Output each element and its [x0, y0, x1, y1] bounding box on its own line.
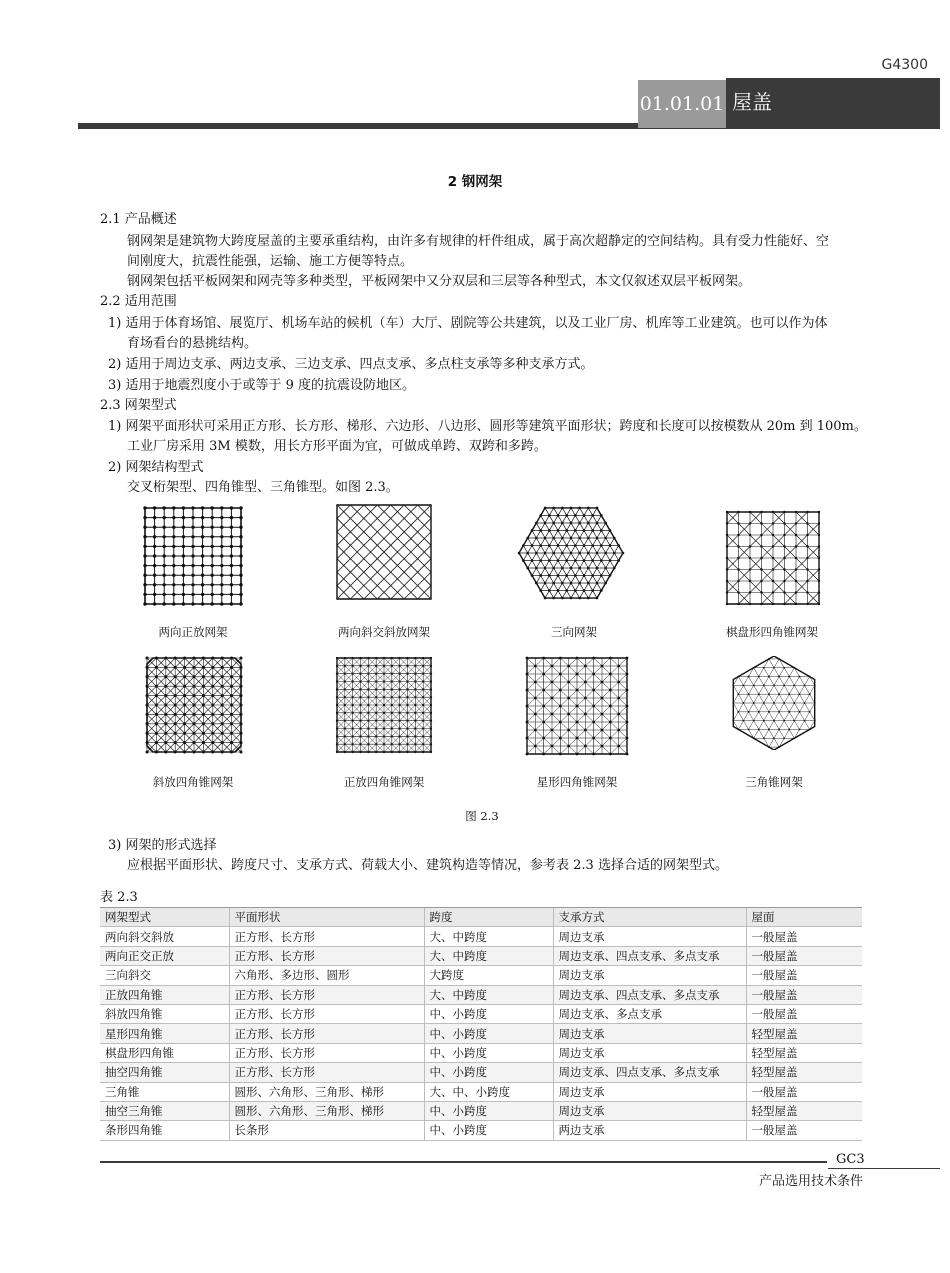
table-row	[100, 1063, 862, 1082]
table-row	[100, 966, 862, 985]
table-cell: 正放四角锥	[100, 985, 229, 1004]
table-cell: 一般屋盖	[746, 1004, 862, 1023]
table-cell: 周边支承、四点支承、多点支承	[553, 1063, 746, 1082]
table-cell: 正方形、长方形	[229, 1043, 424, 1062]
figure-caption: 三向网架	[551, 625, 597, 639]
table-cell: 周边支承	[553, 1101, 746, 1120]
list-item-cont: 工业厂房采用 3M 模数，用长方形平面为宜，可做成单跨、双跨和多跨。	[127, 439, 547, 454]
table-cell: 中、小跨度	[424, 1101, 553, 1120]
table-cell: 一般屋盖	[746, 1121, 862, 1140]
table-cell: 正方形、长方形	[229, 1004, 424, 1023]
table-cell: 周边支承	[553, 1082, 746, 1101]
figure-three-way-grid	[516, 503, 626, 603]
table-row	[100, 1121, 862, 1140]
table-header-row	[100, 908, 862, 927]
page-code: GC3	[836, 1152, 865, 1167]
table-cell: 轻型屋盖	[746, 1063, 862, 1082]
paragraph: 钢网架是建筑物大跨度屋盖的主要承重结构，由许多有规律的杆件组成，属于高次超静定的空间结构。具有受力性能好、空	[127, 234, 830, 249]
table-cell: 正方形、长方形	[229, 1024, 424, 1043]
column-header: 网架型式	[100, 908, 229, 927]
table-row	[100, 1082, 862, 1101]
figure-caption: 三角锥网架	[745, 775, 803, 789]
table-row	[100, 1043, 862, 1062]
figure-caption: 两向斜交斜放网架	[338, 625, 430, 639]
figure-checkerboard-pyramid-grid	[725, 510, 821, 606]
footer-text: 产品选用技术条件	[758, 1174, 863, 1189]
table-cell: 中、小跨度	[424, 1121, 553, 1140]
table-cell: 周边支承、四点支承、多点支承	[553, 946, 746, 965]
table-cell: 圆形、六角形、三角形、梯形	[229, 1082, 424, 1101]
figure-caption: 两向正放网架	[158, 625, 228, 639]
table-cell: 六角形、多边形、圆形	[229, 966, 424, 985]
table-cell: 抽空四角锥	[100, 1063, 229, 1082]
table-cell: 轻型屋盖	[746, 1024, 862, 1043]
table-cell: 一般屋盖	[746, 966, 862, 985]
table-cell: 正方形、长方形	[229, 985, 424, 1004]
figure-two-way-orthogonal-grid	[143, 506, 243, 606]
column-header: 平面形状	[229, 908, 424, 927]
table-cell: 中、小跨度	[424, 1063, 553, 1082]
table-row	[100, 927, 862, 946]
column-header: 跨度	[424, 908, 553, 927]
figure-diagonal-pyramid-grid	[145, 656, 243, 754]
list-item: 2) 网架结构型式	[108, 460, 204, 475]
figure-star-pyramid-grid	[525, 656, 629, 756]
figure-caption: 星形四角锥网架	[536, 775, 618, 789]
table-cell: 两向正交正放	[100, 946, 229, 965]
table-cell: 正方形、长方形	[229, 927, 424, 946]
paragraph: 间刚度大，抗震性能强，运输、施工方便等特点。	[127, 254, 414, 269]
table-cell: 大、中、小跨度	[424, 1082, 553, 1101]
list-item-cont: 育场看台的悬挑结构。	[127, 336, 258, 351]
list-item: 3) 适用于地震烈度小于或等于 9 度的抗震设防地区。	[108, 378, 416, 393]
table-row	[100, 1101, 862, 1120]
table-cell: 一般屋盖	[746, 985, 862, 1004]
table-cell: 正方形、长方形	[229, 1063, 424, 1082]
table-cell: 大、中跨度	[424, 927, 553, 946]
page-title: 2 钢网架	[447, 174, 503, 190]
table-label: 表 2.3	[100, 890, 138, 905]
table-cell: 周边支承	[553, 966, 746, 985]
figure-caption: 斜放四角锥网架	[152, 775, 234, 789]
table-cell: 中、小跨度	[424, 1043, 553, 1062]
table-cell: 轻型屋盖	[746, 1101, 862, 1120]
heading-2-1: 2.1 产品概述	[100, 212, 177, 227]
figure-two-way-diagonal-grid	[335, 503, 433, 601]
list-item-cont: 交叉桁架型、四角锥型、三角锥型。如图 2.3。	[127, 480, 399, 495]
table-cell: 周边支承	[553, 1043, 746, 1062]
table-cell: 大、中跨度	[424, 985, 553, 1004]
table-cell: 棋盘形四角锥	[100, 1043, 229, 1062]
table-cell: 长条形	[229, 1121, 424, 1140]
table-cell: 两向斜交斜放	[100, 927, 229, 946]
heading-2-3: 2.3 网架型式	[100, 398, 177, 413]
table-cell: 星形四角锥	[100, 1024, 229, 1043]
section-name: 屋盖	[726, 78, 940, 128]
table-cell: 大、中跨度	[424, 946, 553, 965]
table-cell: 一般屋盖	[746, 927, 862, 946]
figure-orthogonal-pyramid-grid	[335, 656, 433, 754]
heading-2-2: 2.2 适用范围	[100, 294, 177, 309]
table-cell: 中、小跨度	[424, 1004, 553, 1023]
table-cell: 轻型屋盖	[746, 1043, 862, 1062]
table-cell: 中、小跨度	[424, 1024, 553, 1043]
list-item: 3) 网架的形式选择	[108, 838, 217, 853]
figure-label: 图 2.3	[465, 809, 499, 823]
grid-type-table	[100, 907, 862, 1141]
footer-rule	[100, 1161, 827, 1163]
paragraph: 钢网架包括平板网架和网壳等多种类型，平板网架中又分双层和三层等各种型式，本文仅叙述双层平板网架。	[127, 274, 752, 289]
table-cell: 圆形、六角形、三角形、梯形	[229, 1101, 424, 1120]
list-item: 1) 网架平面形状可采用正方形、长方形、梯形、六边形、八边形、圆形等建筑平面形状；跨度和长度可以按模数从 20m 到 100m。	[108, 419, 867, 434]
document-code: G4300	[881, 57, 928, 73]
section-code: 01.01.01	[638, 80, 726, 128]
column-header: 屋面	[746, 908, 862, 927]
figure-triangular-pyramid-grid	[723, 656, 825, 750]
footer-rule-thin	[828, 1168, 940, 1169]
table-cell: 周边支承	[553, 927, 746, 946]
table-row	[100, 946, 862, 965]
figure-caption: 正放四角锥网架	[343, 775, 425, 789]
table-cell: 两边支承	[553, 1121, 746, 1140]
table-cell: 抽空三角锥	[100, 1101, 229, 1120]
table-cell: 周边支承、多点支承	[553, 1004, 746, 1023]
list-item-cont: 应根据平面形状、跨度尺寸、支承方式、荷载大小、建筑构造等情况，参考表 2.3 选择合适的网架型式。	[127, 858, 728, 873]
table-row	[100, 1024, 862, 1043]
table-cell: 斜放四角锥	[100, 1004, 229, 1023]
list-item: 2) 适用于周边支承、两边支承、三边支承、四点支承、多点柱支承等多种支承方式。	[108, 357, 594, 372]
table-cell: 正方形、长方形	[229, 946, 424, 965]
table-cell: 周边支承	[553, 1024, 746, 1043]
table-cell: 一般屋盖	[746, 1082, 862, 1101]
table-cell: 条形四角锥	[100, 1121, 229, 1140]
table-row	[100, 985, 862, 1004]
column-header: 支承方式	[553, 908, 746, 927]
table-cell: 周边支承、四点支承、多点支承	[553, 985, 746, 1004]
table-cell: 三向斜交	[100, 966, 229, 985]
table-cell: 一般屋盖	[746, 946, 862, 965]
figure-caption: 棋盘形四角锥网架	[726, 625, 818, 639]
table-row	[100, 1004, 862, 1023]
list-item: 1) 适用于体育场馆、展览厅、机场车站的候机（车）大厅、剧院等公共建筑，以及工业厂房、机库等工业建筑。也可以作为体	[108, 316, 828, 331]
table-cell: 三角锥	[100, 1082, 229, 1101]
table-cell: 大跨度	[424, 966, 553, 985]
